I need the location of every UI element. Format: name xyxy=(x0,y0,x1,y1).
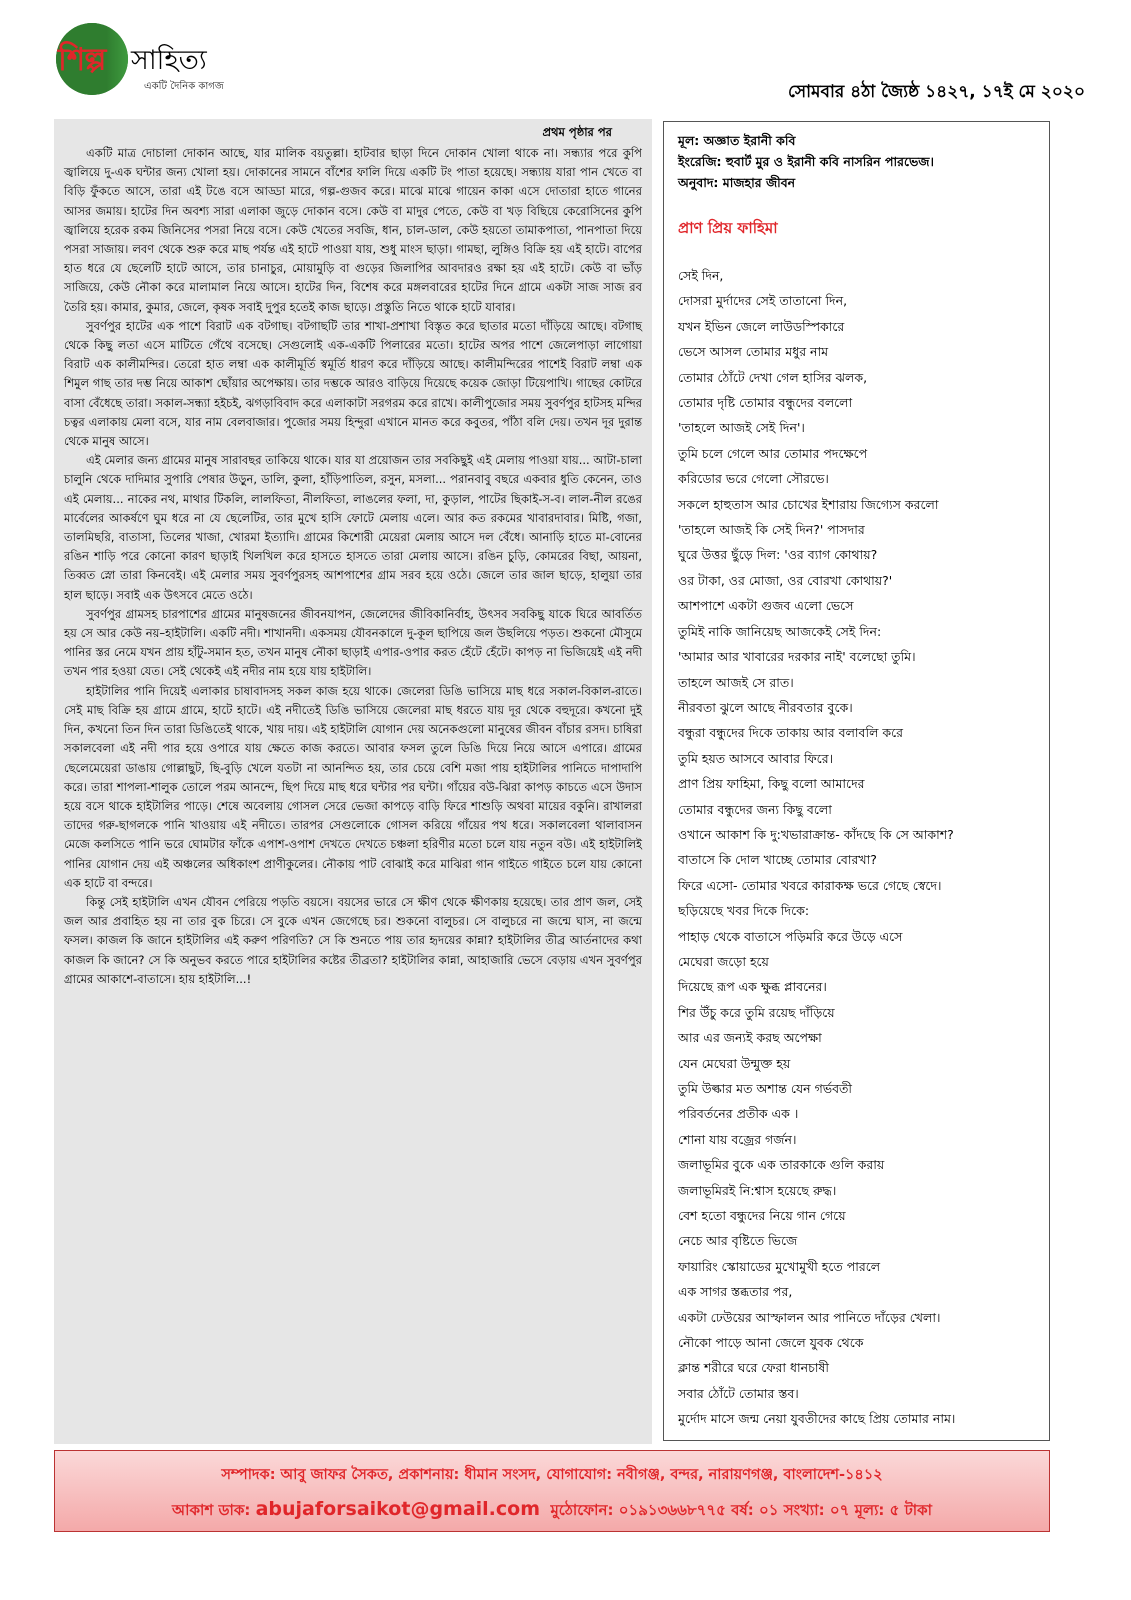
poem-line: তোমার দৃষ্টি তোমার বন্ধুদের বললো xyxy=(678,395,853,411)
poem-line: তাহলে আজই সে রাত। xyxy=(678,674,794,690)
poem-line: সবার ঠোঁটে তোমার স্তব। xyxy=(678,1385,799,1401)
footer-year: বর্ষ: ০১ xyxy=(731,1501,779,1519)
poem-line: শোনা যায় বজ্রের গর্জন। xyxy=(678,1131,797,1147)
footer-contact-line xyxy=(55,1497,1049,1522)
poem-line: ক্লান্ত শরীরে ঘরে ফেরা ধানচাষী xyxy=(678,1360,829,1376)
poem-line: শির উঁচু করে তুমি রয়েছ দাঁড়িয়ে xyxy=(678,1004,835,1020)
poem-line: সকলে হাহুতাস আর চোখের ইশারায় জিগ্যেস করলো xyxy=(678,496,939,512)
logo-tagline: একটি দৈনিক কাগজ xyxy=(144,81,224,92)
poem-line: 'তাহলে আজই সেই দিন'। xyxy=(678,420,805,436)
poem-line: মেঘেরা জড়ো হয়ে xyxy=(678,953,769,969)
poem-credit-line: ইংরেজি: হুবার্ট মুর ও ইরানী কবি নাসরিন পারভেজ। xyxy=(678,154,934,169)
poem-line: দোসরা মুর্দাদের সেই তাতানো দিন, xyxy=(678,293,848,309)
poem-line: বন্ধুরা বন্ধুদের দিকে তাকায় আর বলাবলি করে xyxy=(678,725,904,741)
poem-line: নেচে আর বৃষ্টিতে ভিজে xyxy=(678,1233,798,1249)
poem-credits xyxy=(678,130,1039,193)
poem-line: নীরবতা ঝুলে আছে নীরবতার বুকে। xyxy=(678,699,853,715)
footer-issue: সংখ্যা: ০৭ xyxy=(783,1501,850,1519)
poem-line: 'তাহলে আজই কি সেই দিন?' পাসদার xyxy=(678,522,865,538)
poem-line: তুমি উল্কার মত অশান্ত যেন গর্ভবতী xyxy=(678,1081,853,1096)
poem-line: পরিবর্তনের প্রতীক এক । xyxy=(678,1106,799,1122)
poem-line: বাতাসে কি দোল খাচ্ছে তোমার বোরখা? xyxy=(678,852,877,868)
footer-email-label: আকাশ ডাক: xyxy=(172,1501,251,1519)
poem-line: পাহাড় থেকে বাতাসে পড়িমরি করে উড়ে এসে xyxy=(678,928,903,944)
poem-line: ওখানে আকাশ কি দু:খভারাক্রান্ত- কাঁদছে কি সে আকাশ? xyxy=(678,826,954,842)
poem-line: নৌকো পাড়ে আনা জেলে যুবক থেকে xyxy=(678,1335,864,1351)
story-paragraph: একটি মাত্র দোচালা দোকান আছে, যার মালিক বয়তুল্লা। হাটবার ছাড়া দিনে দোকান খোলা থাকে না। সন্ধ্যার পরে কুপি জ্বালিয়ে দু-এক ঘন্টার জন্য খোলা হয়। দোকানের সামনে বাঁশের ফালি দিয়ে একটি টং পাতা হয়েছে। সন্ধ্যায় যারা পান খেতে বা বিড়ি ফুঁকতে আসে, তারা এই টঙে বসে আড্ডা মারে, গল্প-গুজব করে। মাঝে মাঝে গায়েন কাকা এসে দোতারা হাতে গানের আসর জমায়। হাটের দিন অবশ্য সারা এলাকা জুড়ে দোকান বসে। কেউ বা মাদুর পেতে, কেউ বা খড় বিছিয়ে কেরোসিনের কুপি জ্বালিয়ে হরেক রকম জিনিসের পসরা নিয়ে বসে। কেউ খেতের সবজি, ধান, চাল-ডাল, কেউ হয়তো তামাকপাতা, পানপাতা দিয়ে পসরা সাজায়। লবণ থেকে শুরু করে মাছ পর্যন্ত এই হাটে পাওয়া যায়, শুধু মাংস ছাড়া। গামছা, লুঙ্গিও বিক্রি হয় এই হাটে। বাপের হাত ধরে যে ছেলেটি হাটে আসে, তার চানাচুর, মোয়ামুড়ি বা গুড়ের জিলাপির আবদারও রক্ষা হয় এই হাটে। কেউ বা ভাঁড় সাজিয়ে, কেউ নৌকা করে মালামাল নিয়ে আসে। হাটের দিন, বিশেষ করে মঙ্গলবারের হাটের দিনে গ্রামে একটা সাজ সাজ রব তৈরি হয়। কামার, কুমার, জেলে, কৃষক সবাই দুপুর হতেই কাজ ছাড়ে। প্রস্তুতি নিতে থাকে হাটে যাবার। xyxy=(64,146,642,314)
story-paragraph: সুবর্ণপুর গ্রামসহ চারপাশের গ্রামের মানুষজনের জীবনযাপন, জেলেদের জীবিকানির্বাহ, উৎসব সবকিছু যাকে ঘিরে আবর্তিত হয় সে আর কেউ নয়–হাইটালি। একটি নদী। শাখানদী। একসময় যৌবনকালে দু-কূল ছাপিয়ে জল উছলিয়ে পড়ত। শুকনো মৌসুমে পানির স্তর নেমে যখন প্রায় হাঁটু-সমান হত, তখন মানুষ নৌকা ছাড়াই এপার-ওপার করত হেঁটে হেঁটে। কাপড় না ভিজিয়েই এই নদী তখন পার হওয়া যেত। সেই থেকেই এই নদীর নাম হয়ে যায় হাইটালি। xyxy=(64,606,642,679)
poem-column xyxy=(663,121,1050,1441)
poem-line: তোমার ঠোঁটে দেখা গেল হাসির ঝলক, xyxy=(678,369,868,385)
poem-line: 'আমার আর খাবারের দরকার নাই' বলেছো তুমি। xyxy=(678,649,916,665)
poem-line: যখন ইভিন জেলে লাউডস্পিকারে xyxy=(678,318,845,334)
footer-editor-line: সম্পাদক: আবু জাফর সৈকত, প্রকাশনায়: ধীমান সংসদ, যোগাযোগ: নবীগঞ্জ, বন্দর, নারায়ণগঞ্জ, বাংলাদেশ-১৪১২ xyxy=(221,1467,883,1483)
poem-line: এক সাগর স্তব্ধতার পর, xyxy=(678,1284,793,1300)
poem-line: দিয়েছে রূপ এক ক্ষুব্ধ প্লাবনের। xyxy=(678,979,827,995)
story-body xyxy=(64,144,642,989)
poem-title: প্রাণ প্রিয় ফাহিমা xyxy=(678,219,778,237)
poem-line: ভেসে আসল তোমার মধুর নাম xyxy=(678,344,829,360)
continued-label: প্রথম পৃষ্ঠার পর xyxy=(542,125,612,139)
poem-credit-line: মূল: অজ্ঞাত ইরানী কবি xyxy=(678,133,796,148)
poem-line: আর এর জন্যই করছ অপেক্ষা xyxy=(678,1030,822,1046)
poem-line: জলাভূমিরই নি:শ্বাস হয়েছে রুদ্ধ। xyxy=(678,1182,837,1198)
poem-line: করিডোর ভরে গেলো সৌরভে। xyxy=(678,471,829,487)
logo-word-shilpo: শিল্প xyxy=(58,42,106,78)
footer-price: মূল্য: ৫ টাকা xyxy=(854,1501,932,1519)
footer-banner xyxy=(54,1450,1050,1532)
story-paragraph: হাইটালির পানি দিয়েই এলাকার চাষাবাদসহ সকল কাজ হয়ে থাকে। জেলেরা ডিঙি ভাসিয়ে মাছ ধরে সকাল-বিকাল-রাতে। সেই মাছ বিক্রি হয় গ্রামে গ্রামে, হাটে হাটে। এই নদীতেই ডিঙি ভাসিয়ে জেলেরা মাছ ধরতে যায় দূর থেকে বহুদূরে। কখনো দুই দিন, কখনো তিন দিন তারা ডিঙিতেই থাকে, খায় দায়। এই হাইটালি যোগান দেয় অনেকগুলো মানুষের জীবন বাঁচার রসদ। চাষিরা সকালবেলা এই নদী পার হয়ে ওপারে যায় ক্ষেতে কাজ করতে। আবার ফসল তুলে ডিঙি দিয়ে নিয়ে আসে এপারে। গ্রামের ছেলেমেয়েরা ডাঙায় গোল্লাছুট, ছি-বুড়ি খেলে যতটা না আনন্দিত হয়, তার চেয়ে বেশি মজা পায় হাইটালির পানিতে দাপাদাপি করে। তারা শাপলা-শালুক তোলে পরম আনন্দে, ছিপ দিয়ে মাছ ধরে ঘন্টার পর ঘন্টা। গাঁয়ের বউ-ঝিরা কাপড় কাচতে এসে উদাস হয়ে বসে থাকে হাইটালির পাড়ে। শেষে অবেলায় গোসল সেরে ভেজা কাপড়ে বাড়ি ফিরে শাশুড়ি অথবা মায়ের বকুনি। রাখালরা তাদের গরু-ছাগলকে পানি খাওয়ায় এই নদীতে। তারপর সেগুলোকে গোসল করিয়ে গাঁয়ের পথ ধরে। সকালবেলা থালাবাসন মেজে কলসিতে পানি ভরে ঘোমটার ফাঁকে এপাশ-ওপাশ দেখতে দেখতে চঞ্চলা হরিণীর মতো চলে যায় নতুন বউ। এই হাইটালিই পানির যোগান দেয় এই অঞ্চলের অধিকাংশ প্রাণীকুলের। নৌকায় পাট বোঝাই করে মাঝিরা গান গাইতে গাইতে চলে যায় কোনো এক হাটে বা বন্দরে। xyxy=(64,683,642,890)
poem-line: মুর্দোদ মাসে জন্ম নেয়া যুবতীদের কাছে প্রিয় তোমার নাম। xyxy=(678,1411,956,1427)
poem-line: জলাভূমির বুকে এক তারকাকে গুলি করায় xyxy=(678,1157,885,1173)
poem-line: যেন মেঘেরা উন্মুক্ত হয় xyxy=(678,1055,791,1071)
poem-line: আশপাশে একটা গুজব এলো ভেসে xyxy=(678,598,854,614)
story-paragraph: সুবর্ণপুর হাটের এক পাশে বিরাট এক বটগাছ। বটগাছটি তার শাখা-প্রশাখা বিস্তৃত করে ছাতার মতো দাঁড়িয়ে আছে। বটগাছ থেকে কিছু লতা এসে মাটিতে গেঁথে বসেছে। সেগুলোই এক-একটি পিলারের মতো। হাটের অপর পাশে জেলেপাড়া লাগোয়া বিরাট এক কালীমন্দির। তেরো হাত লম্বা এক কালীমূর্তি স্বমূর্তি ধারণ করে দাঁড়িয়ে আছে। কালীমন্দিরের পাশেই বিরাট লম্বা এক শিমুল গাছ তার দম্ভ নিয়ে আকাশ ছোঁয়ার অপেক্ষায়। তার দম্ভকে আরও বাড়িয়ে দিয়েছে কয়েক জোড়া টিয়েপাখি। গাছের কোটরে বাসা বেঁধেছে তারা। সকাল-সন্ধ্যা হইচই, ঝগড়াবিবাদ করে এলাকাটা সরগরম করে রাখে। কালীপুজোর সময় সুবর্ণপুর হাটসহ মন্দির চত্বর এলাকায় মেলা বসে, যার নাম বেলবাজার। পুজোর সময় হিন্দুরা এখানে মানত করে কবুতর, পাঁঠা বলি দেয়। তখন দূর দুরান্ত থেকে মানুষ আসে। xyxy=(64,318,642,449)
story-column xyxy=(54,119,652,1444)
poem-line: ঘুরে উত্তর ছুঁড়ে দিল: 'ওর ব্যাগ কোথায়? xyxy=(678,547,878,563)
poem-line: তোমার বন্ধুদের জন্য কিছু বলো xyxy=(678,801,832,817)
footer-email-link[interactable]: abujaforsaikot@gmail.com xyxy=(255,1498,541,1520)
poem-line: তুমি চলে গেলে আর তোমার পদক্ষেপে xyxy=(678,445,868,461)
story-paragraph: এই মেলার জন্য গ্রামের মানুষ সারাবছর তাকিয়ে থাকে। যার যা প্রয়োজন তার সবকিছুই এই মেলায় পাওয়া যায়... আটা-চালা চালুনি থেকে দাদিমার সুপারি পেষার উড়ুন, ডালি, কুলা, হাঁড়িপাতিল, রসুন, মসলা... পরানবাবু বছরে একবার ধুতি কেনেন, তাও এই মেলায়... নাকের নথ, মাথার টিকলি, লালফিতা, নীলফিতা, লাঙলের ফলা, দা, কুড়াল, পাটের ছিকাই-স-ব। লাল-নীল রঙের মার্বেলের আকর্ষণে ঘুম ধরে না যে ছেলেটির, তার মুখে হাসি ফোটে মেলায় এলে। আর কত রকমের খাবারদাবার। মিষ্টি, গজা, তালমিছরি, বাতাসা, তিলের খাজা, খোরমা ইত্যাদি। গ্রামের কিশোরী মেয়েরা মেলায় আসে দল বেঁধে। আনাড়ি হাতে মা-বোনের রঙিন শাড়ি পরে কোনো কারণ ছাড়াই খিলখিল করে হাসতে হাসতে তারা মেলায় আসে। রঙিন চুড়ি, কোমরের বিছা, আয়না, তিব্বত স্নো তারা কিনবেই। এই মেলার সময় সুবর্ণপুরসহ আশপাশের গ্রাম সরব হয়ে ওঠে। জেলে তার জাল ছাড়ে, হালুয়া তার হাল ছাড়ে। সবাই এক উৎসবে মেতে ওঠে। xyxy=(64,453,642,602)
poem-credit-line: অনুবাদ: মাজহার জীবন xyxy=(678,175,796,190)
poem-body xyxy=(678,263,1039,1432)
poem-line: সেই দিন, xyxy=(678,268,724,283)
dateline: সোমবার ৪ঠা জ্যৈষ্ঠ ১৪২৭, ১৭ই মে ২০২০ xyxy=(788,82,1085,102)
poem-line: ফায়ারিং স্কোয়াডের মুখোমুখী হতে পারলে xyxy=(678,1258,881,1274)
poem-line: ওর টাকা, ওর মোজা, ওর বোরখা কোথায়?' xyxy=(678,572,893,588)
poem-line: প্রাণ প্রিয় ফাহিমা, কিছু বলো আমাদের xyxy=(678,776,865,792)
poem-line: ফিরে এসো- তোমার খবরে কারাকক্ষ ভরে গেছে স্বেদে। xyxy=(678,877,942,893)
poem-line: তুমিই নাকি জানিয়েছ আজকেই সেই দিন: xyxy=(678,623,882,639)
poem-line: তুমি হয়ত আসবে আবার ফিরে। xyxy=(678,750,834,766)
footer-phone: মুঠোফোন: ০১৯১৩৬৬৮৭৭৫ xyxy=(550,1501,726,1519)
poem-line: ছড়িয়েছে খবর দিকে দিকে: xyxy=(678,903,810,919)
story-paragraph: কিন্তু সেই হাইটালি এখন যৌবন পেরিয়ে পড়তি বয়সে। বয়সের ভারে সে ক্ষীণ থেকে ক্ষীণকায় হয়েছে। তার প্রাণ জল, সেই জল আর প্রবাহিত হয় না তার বুক চিরে। সে বুকে এখন জেগেছে চর। শুকনো বালুচর। সে বালুচরে না জন্মে ঘাস, না জন্মে ফসল। কাজল কি জানে হাইটালির এই করুণ পরিণতি? সে কি শুনতে পায় তার হৃদয়ের কান্না? হাইটালির তীব্র আর্তনাদের কথা কাজল কি জানে? সে কি অনুভব করতে পারে হাইটালির কষ্টের তীব্রতা? হাইটালির কান্না, আহাজারি ভেসে বেড়ায় এখন সুবর্ণপুর গ্রামের আকাশে-বাতাসে। হায় হাইটালি...! xyxy=(64,894,642,986)
logo-word-sahitto: সাহিত্য xyxy=(131,45,207,76)
poem-line: একটা ঢেউয়ের আস্ফালন আর পানিতে দাঁড়ের খেলা। xyxy=(678,1309,941,1325)
poem-line: বেশ হতো বন্ধুদের নিয়ে গান গেয়ে xyxy=(678,1208,846,1224)
